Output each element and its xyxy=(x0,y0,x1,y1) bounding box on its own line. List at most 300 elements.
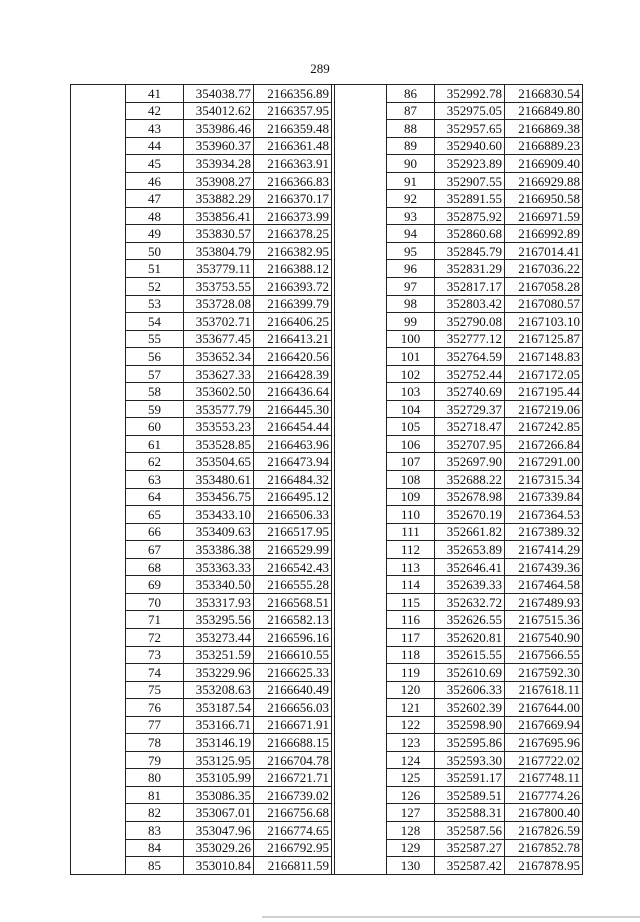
left-blank-cell xyxy=(71,804,126,822)
point-number-cell: 130 xyxy=(387,857,435,875)
x-coordinate-cell: 352591.17 xyxy=(435,769,505,787)
right-blank-cell xyxy=(335,558,387,576)
point-number-cell: 51 xyxy=(126,260,184,278)
right-blank-cell xyxy=(335,348,387,366)
x-coordinate-cell: 352790.08 xyxy=(435,313,505,331)
point-number-cell: 115 xyxy=(387,593,435,611)
x-coordinate-cell: 353146.19 xyxy=(184,734,254,752)
table-row xyxy=(71,190,583,208)
y-coordinate-cell: 2166671.91 xyxy=(254,716,332,734)
point-number-cell: 52 xyxy=(126,278,184,296)
scan-edge-line xyxy=(262,916,640,918)
right-blank-cell xyxy=(335,365,387,383)
x-coordinate-cell: 353627.33 xyxy=(184,365,254,383)
y-coordinate-cell: 2166529.99 xyxy=(254,541,332,559)
left-blank-cell xyxy=(71,839,126,857)
table-row xyxy=(71,313,583,331)
x-coordinate-cell: 352620.81 xyxy=(435,628,505,646)
point-number-cell: 54 xyxy=(126,313,184,331)
x-coordinate-cell: 352860.68 xyxy=(435,225,505,243)
y-coordinate-cell: 2166582.13 xyxy=(254,611,332,629)
x-coordinate-cell: 352610.69 xyxy=(435,664,505,682)
y-coordinate-cell: 2166739.02 xyxy=(254,786,332,804)
point-number-cell: 57 xyxy=(126,365,184,383)
point-number-cell: 103 xyxy=(387,383,435,401)
y-coordinate-cell: 2166357.95 xyxy=(254,102,332,120)
x-coordinate-cell: 352587.27 xyxy=(435,839,505,857)
left-blank-cell xyxy=(71,786,126,804)
x-coordinate-cell: 353433.10 xyxy=(184,506,254,524)
right-blank-cell xyxy=(335,102,387,120)
page-number: 289 xyxy=(310,61,330,76)
y-coordinate-cell: 2167219.06 xyxy=(505,400,583,418)
point-number-cell: 129 xyxy=(387,839,435,857)
point-number-cell: 126 xyxy=(387,786,435,804)
right-blank-cell xyxy=(335,857,387,875)
point-number-cell: 114 xyxy=(387,576,435,594)
point-number-cell: 43 xyxy=(126,120,184,138)
x-coordinate-cell: 354038.77 xyxy=(184,85,254,103)
right-blank-cell xyxy=(335,734,387,752)
point-number-cell: 119 xyxy=(387,664,435,682)
y-coordinate-cell: 2166929.88 xyxy=(505,172,583,190)
right-blank-cell xyxy=(335,260,387,278)
x-coordinate-cell: 353251.59 xyxy=(184,646,254,664)
table-row xyxy=(71,699,583,717)
x-coordinate-cell: 353067.01 xyxy=(184,804,254,822)
right-blank-cell xyxy=(335,821,387,839)
point-number-cell: 48 xyxy=(126,207,184,225)
point-number-cell: 94 xyxy=(387,225,435,243)
left-blank-cell xyxy=(71,488,126,506)
right-blank-cell xyxy=(335,576,387,594)
point-number-cell: 73 xyxy=(126,646,184,664)
left-blank-cell xyxy=(71,821,126,839)
table-row xyxy=(71,628,583,646)
x-coordinate-cell: 353882.29 xyxy=(184,190,254,208)
coordinates-table xyxy=(70,84,583,875)
y-coordinate-cell: 2167800.40 xyxy=(505,804,583,822)
y-coordinate-cell: 2166889.23 xyxy=(505,137,583,155)
right-blank-cell xyxy=(335,278,387,296)
table-row xyxy=(71,664,583,682)
x-coordinate-cell: 352923.89 xyxy=(435,155,505,173)
coordinates-table-body xyxy=(71,85,583,875)
point-number-cell: 72 xyxy=(126,628,184,646)
y-coordinate-cell: 2166420.56 xyxy=(254,348,332,366)
point-number-cell: 61 xyxy=(126,435,184,453)
point-number-cell: 49 xyxy=(126,225,184,243)
y-coordinate-cell: 2167058.28 xyxy=(505,278,583,296)
left-blank-cell xyxy=(71,137,126,155)
x-coordinate-cell: 353166.71 xyxy=(184,716,254,734)
y-coordinate-cell: 2167489.93 xyxy=(505,593,583,611)
point-number-cell: 110 xyxy=(387,506,435,524)
x-coordinate-cell: 353456.75 xyxy=(184,488,254,506)
x-coordinate-cell: 353602.50 xyxy=(184,383,254,401)
table-row xyxy=(71,786,583,804)
table-row xyxy=(71,260,583,278)
y-coordinate-cell: 2166909.40 xyxy=(505,155,583,173)
point-number-cell: 84 xyxy=(126,839,184,857)
table-row xyxy=(71,488,583,506)
y-coordinate-cell: 2167464.58 xyxy=(505,576,583,594)
y-coordinate-cell: 2166428.39 xyxy=(254,365,332,383)
point-number-cell: 120 xyxy=(387,681,435,699)
right-blank-cell xyxy=(335,593,387,611)
x-coordinate-cell: 353677.45 xyxy=(184,330,254,348)
left-blank-cell xyxy=(71,172,126,190)
y-coordinate-cell: 2166361.48 xyxy=(254,137,332,155)
x-coordinate-cell: 352606.33 xyxy=(435,681,505,699)
x-coordinate-cell: 352678.98 xyxy=(435,488,505,506)
x-coordinate-cell: 353363.33 xyxy=(184,558,254,576)
table-row xyxy=(71,506,583,524)
point-number-cell: 127 xyxy=(387,804,435,822)
left-blank-cell xyxy=(71,681,126,699)
y-coordinate-cell: 2166792.95 xyxy=(254,839,332,857)
table-row xyxy=(71,646,583,664)
x-coordinate-cell: 352891.55 xyxy=(435,190,505,208)
x-coordinate-cell: 353086.35 xyxy=(184,786,254,804)
x-coordinate-cell: 352740.69 xyxy=(435,383,505,401)
table-row xyxy=(71,593,583,611)
right-blank-cell xyxy=(335,137,387,155)
left-blank-cell xyxy=(71,348,126,366)
x-coordinate-cell: 353702.71 xyxy=(184,313,254,331)
left-blank-cell xyxy=(71,102,126,120)
right-blank-cell xyxy=(335,295,387,313)
y-coordinate-cell: 2166382.95 xyxy=(254,242,332,260)
point-number-cell: 44 xyxy=(126,137,184,155)
point-number-cell: 118 xyxy=(387,646,435,664)
point-number-cell: 113 xyxy=(387,558,435,576)
y-coordinate-cell: 2167315.34 xyxy=(505,471,583,489)
x-coordinate-cell: 352602.39 xyxy=(435,699,505,717)
x-coordinate-cell: 352803.42 xyxy=(435,295,505,313)
x-coordinate-cell: 352957.65 xyxy=(435,120,505,138)
point-number-cell: 46 xyxy=(126,172,184,190)
y-coordinate-cell: 2167148.83 xyxy=(505,348,583,366)
left-blank-cell xyxy=(71,295,126,313)
right-blank-cell xyxy=(335,242,387,260)
point-number-cell: 80 xyxy=(126,769,184,787)
y-coordinate-cell: 2166656.03 xyxy=(254,699,332,717)
right-blank-cell xyxy=(335,400,387,418)
point-number-cell: 69 xyxy=(126,576,184,594)
x-coordinate-cell: 352587.42 xyxy=(435,857,505,875)
point-number-cell: 125 xyxy=(387,769,435,787)
right-blank-cell xyxy=(335,769,387,787)
y-coordinate-cell: 2167291.00 xyxy=(505,453,583,471)
table-row xyxy=(71,330,583,348)
y-coordinate-cell: 2167540.90 xyxy=(505,628,583,646)
point-number-cell: 85 xyxy=(126,857,184,875)
x-coordinate-cell: 352907.55 xyxy=(435,172,505,190)
right-blank-cell xyxy=(335,523,387,541)
y-coordinate-cell: 2167014.41 xyxy=(505,242,583,260)
x-coordinate-cell: 353960.37 xyxy=(184,137,254,155)
right-blank-cell xyxy=(335,664,387,682)
y-coordinate-cell: 2166830.54 xyxy=(505,85,583,103)
right-blank-cell xyxy=(335,435,387,453)
x-coordinate-cell: 352587.56 xyxy=(435,821,505,839)
x-coordinate-cell: 352593.30 xyxy=(435,751,505,769)
point-number-cell: 67 xyxy=(126,541,184,559)
table-row xyxy=(71,681,583,699)
point-number-cell: 123 xyxy=(387,734,435,752)
x-coordinate-cell: 352588.31 xyxy=(435,804,505,822)
left-blank-cell xyxy=(71,383,126,401)
y-coordinate-cell: 2167592.30 xyxy=(505,664,583,682)
x-coordinate-cell: 352653.89 xyxy=(435,541,505,559)
y-coordinate-cell: 2167080.57 xyxy=(505,295,583,313)
point-number-cell: 108 xyxy=(387,471,435,489)
x-coordinate-cell: 352615.55 xyxy=(435,646,505,664)
x-coordinate-cell: 353340.50 xyxy=(184,576,254,594)
table-row xyxy=(71,278,583,296)
table-row xyxy=(71,155,583,173)
table-row xyxy=(71,172,583,190)
y-coordinate-cell: 2166378.25 xyxy=(254,225,332,243)
point-number-cell: 47 xyxy=(126,190,184,208)
point-number-cell: 87 xyxy=(387,102,435,120)
left-blank-cell xyxy=(71,242,126,260)
x-coordinate-cell: 353208.63 xyxy=(184,681,254,699)
table-row xyxy=(71,85,583,103)
table-row xyxy=(71,207,583,225)
y-coordinate-cell: 2166359.48 xyxy=(254,120,332,138)
y-coordinate-cell: 2166811.59 xyxy=(254,857,332,875)
x-coordinate-cell: 353504.65 xyxy=(184,453,254,471)
x-coordinate-cell: 353273.44 xyxy=(184,628,254,646)
point-number-cell: 93 xyxy=(387,207,435,225)
table-row xyxy=(71,418,583,436)
point-number-cell: 75 xyxy=(126,681,184,699)
table-row xyxy=(71,102,583,120)
x-coordinate-cell: 353986.46 xyxy=(184,120,254,138)
y-coordinate-cell: 2167036.22 xyxy=(505,260,583,278)
y-coordinate-cell: 2167618.11 xyxy=(505,681,583,699)
x-coordinate-cell: 353386.38 xyxy=(184,541,254,559)
point-number-cell: 71 xyxy=(126,611,184,629)
left-blank-cell xyxy=(71,155,126,173)
left-blank-cell xyxy=(71,453,126,471)
x-coordinate-cell: 352626.55 xyxy=(435,611,505,629)
left-blank-cell xyxy=(71,664,126,682)
table-row xyxy=(71,242,583,260)
table-row xyxy=(71,523,583,541)
y-coordinate-cell: 2166356.89 xyxy=(254,85,332,103)
x-coordinate-cell: 353125.95 xyxy=(184,751,254,769)
point-number-cell: 76 xyxy=(126,699,184,717)
table-row xyxy=(71,804,583,822)
y-coordinate-cell: 2166445.30 xyxy=(254,400,332,418)
y-coordinate-cell: 2167566.55 xyxy=(505,646,583,664)
point-number-cell: 81 xyxy=(126,786,184,804)
right-blank-cell xyxy=(335,172,387,190)
right-blank-cell xyxy=(335,418,387,436)
x-coordinate-cell: 352632.72 xyxy=(435,593,505,611)
point-number-cell: 128 xyxy=(387,821,435,839)
point-number-cell: 112 xyxy=(387,541,435,559)
point-number-cell: 56 xyxy=(126,348,184,366)
x-coordinate-cell: 352646.41 xyxy=(435,558,505,576)
x-coordinate-cell: 353577.79 xyxy=(184,400,254,418)
point-number-cell: 122 xyxy=(387,716,435,734)
table-row xyxy=(71,435,583,453)
y-coordinate-cell: 2167172.05 xyxy=(505,365,583,383)
table-row xyxy=(71,611,583,629)
y-coordinate-cell: 2166542.43 xyxy=(254,558,332,576)
y-coordinate-cell: 2167852.78 xyxy=(505,839,583,857)
y-coordinate-cell: 2166366.83 xyxy=(254,172,332,190)
x-coordinate-cell: 352845.79 xyxy=(435,242,505,260)
right-blank-cell xyxy=(335,699,387,717)
left-blank-cell xyxy=(71,769,126,787)
x-coordinate-cell: 353029.26 xyxy=(184,839,254,857)
point-number-cell: 86 xyxy=(387,85,435,103)
y-coordinate-cell: 2166555.28 xyxy=(254,576,332,594)
y-coordinate-cell: 2167515.36 xyxy=(505,611,583,629)
x-coordinate-cell: 352817.17 xyxy=(435,278,505,296)
y-coordinate-cell: 2167125.87 xyxy=(505,330,583,348)
x-coordinate-cell: 353553.23 xyxy=(184,418,254,436)
right-blank-cell xyxy=(335,155,387,173)
left-blank-cell xyxy=(71,400,126,418)
table-row xyxy=(71,769,583,787)
y-coordinate-cell: 2166454.44 xyxy=(254,418,332,436)
y-coordinate-cell: 2167878.95 xyxy=(505,857,583,875)
table-row xyxy=(71,716,583,734)
x-coordinate-cell: 352598.90 xyxy=(435,716,505,734)
point-number-cell: 65 xyxy=(126,506,184,524)
point-number-cell: 88 xyxy=(387,120,435,138)
point-number-cell: 79 xyxy=(126,751,184,769)
y-coordinate-cell: 2167103.10 xyxy=(505,313,583,331)
point-number-cell: 105 xyxy=(387,418,435,436)
y-coordinate-cell: 2166495.12 xyxy=(254,488,332,506)
point-number-cell: 95 xyxy=(387,242,435,260)
right-blank-cell xyxy=(335,804,387,822)
table-row xyxy=(71,558,583,576)
point-number-cell: 68 xyxy=(126,558,184,576)
table-row xyxy=(71,734,583,752)
left-blank-cell xyxy=(71,365,126,383)
point-number-cell: 109 xyxy=(387,488,435,506)
point-number-cell: 74 xyxy=(126,664,184,682)
x-coordinate-cell: 353528.85 xyxy=(184,435,254,453)
y-coordinate-cell: 2166640.49 xyxy=(254,681,332,699)
x-coordinate-cell: 352718.47 xyxy=(435,418,505,436)
left-blank-cell xyxy=(71,278,126,296)
right-blank-cell xyxy=(335,488,387,506)
y-coordinate-cell: 2166688.15 xyxy=(254,734,332,752)
left-blank-cell xyxy=(71,593,126,611)
left-blank-cell xyxy=(71,418,126,436)
point-number-cell: 106 xyxy=(387,435,435,453)
point-number-cell: 124 xyxy=(387,751,435,769)
left-blank-cell xyxy=(71,120,126,138)
right-blank-cell xyxy=(335,120,387,138)
point-number-cell: 59 xyxy=(126,400,184,418)
x-coordinate-cell: 352707.95 xyxy=(435,435,505,453)
y-coordinate-cell: 2166869.38 xyxy=(505,120,583,138)
point-number-cell: 66 xyxy=(126,523,184,541)
y-coordinate-cell: 2167695.96 xyxy=(505,734,583,752)
point-number-cell: 116 xyxy=(387,611,435,629)
y-coordinate-cell: 2166436.64 xyxy=(254,383,332,401)
x-coordinate-cell: 353856.41 xyxy=(184,207,254,225)
point-number-cell: 117 xyxy=(387,628,435,646)
point-number-cell: 70 xyxy=(126,593,184,611)
x-coordinate-cell: 353047.96 xyxy=(184,821,254,839)
point-number-cell: 53 xyxy=(126,295,184,313)
table-row xyxy=(71,821,583,839)
x-coordinate-cell: 352670.19 xyxy=(435,506,505,524)
y-coordinate-cell: 2166610.55 xyxy=(254,646,332,664)
y-coordinate-cell: 2167644.00 xyxy=(505,699,583,717)
left-blank-cell xyxy=(71,330,126,348)
x-coordinate-cell: 352752.44 xyxy=(435,365,505,383)
y-coordinate-cell: 2166596.16 xyxy=(254,628,332,646)
point-number-cell: 58 xyxy=(126,383,184,401)
x-coordinate-cell: 354012.62 xyxy=(184,102,254,120)
left-blank-cell xyxy=(71,541,126,559)
x-coordinate-cell: 353295.56 xyxy=(184,611,254,629)
point-number-cell: 91 xyxy=(387,172,435,190)
x-coordinate-cell: 352589.51 xyxy=(435,786,505,804)
left-blank-cell xyxy=(71,523,126,541)
y-coordinate-cell: 2166413.21 xyxy=(254,330,332,348)
left-blank-cell xyxy=(71,716,126,734)
y-coordinate-cell: 2166971.59 xyxy=(505,207,583,225)
y-coordinate-cell: 2167722.02 xyxy=(505,751,583,769)
right-blank-cell xyxy=(335,506,387,524)
y-coordinate-cell: 2166756.68 xyxy=(254,804,332,822)
right-blank-cell xyxy=(335,383,387,401)
point-number-cell: 78 xyxy=(126,734,184,752)
y-coordinate-cell: 2167439.36 xyxy=(505,558,583,576)
right-blank-cell xyxy=(335,751,387,769)
left-blank-cell xyxy=(71,576,126,594)
right-blank-cell xyxy=(335,85,387,103)
y-coordinate-cell: 2166388.12 xyxy=(254,260,332,278)
left-blank-cell xyxy=(71,190,126,208)
point-number-cell: 111 xyxy=(387,523,435,541)
x-coordinate-cell: 353317.93 xyxy=(184,593,254,611)
left-blank-cell xyxy=(71,558,126,576)
y-coordinate-cell: 2166484.32 xyxy=(254,471,332,489)
y-coordinate-cell: 2166721.71 xyxy=(254,769,332,787)
left-blank-cell xyxy=(71,225,126,243)
x-coordinate-cell: 352661.82 xyxy=(435,523,505,541)
table-row xyxy=(71,225,583,243)
y-coordinate-cell: 2166370.17 xyxy=(254,190,332,208)
x-coordinate-cell: 352992.78 xyxy=(435,85,505,103)
right-blank-cell xyxy=(335,611,387,629)
y-coordinate-cell: 2167339.84 xyxy=(505,488,583,506)
y-coordinate-cell: 2167774.26 xyxy=(505,786,583,804)
left-blank-cell xyxy=(71,435,126,453)
table-row xyxy=(71,751,583,769)
left-blank-cell xyxy=(71,506,126,524)
x-coordinate-cell: 353229.96 xyxy=(184,664,254,682)
left-blank-cell xyxy=(71,699,126,717)
table-row xyxy=(71,839,583,857)
x-coordinate-cell: 353804.79 xyxy=(184,242,254,260)
point-number-cell: 101 xyxy=(387,348,435,366)
